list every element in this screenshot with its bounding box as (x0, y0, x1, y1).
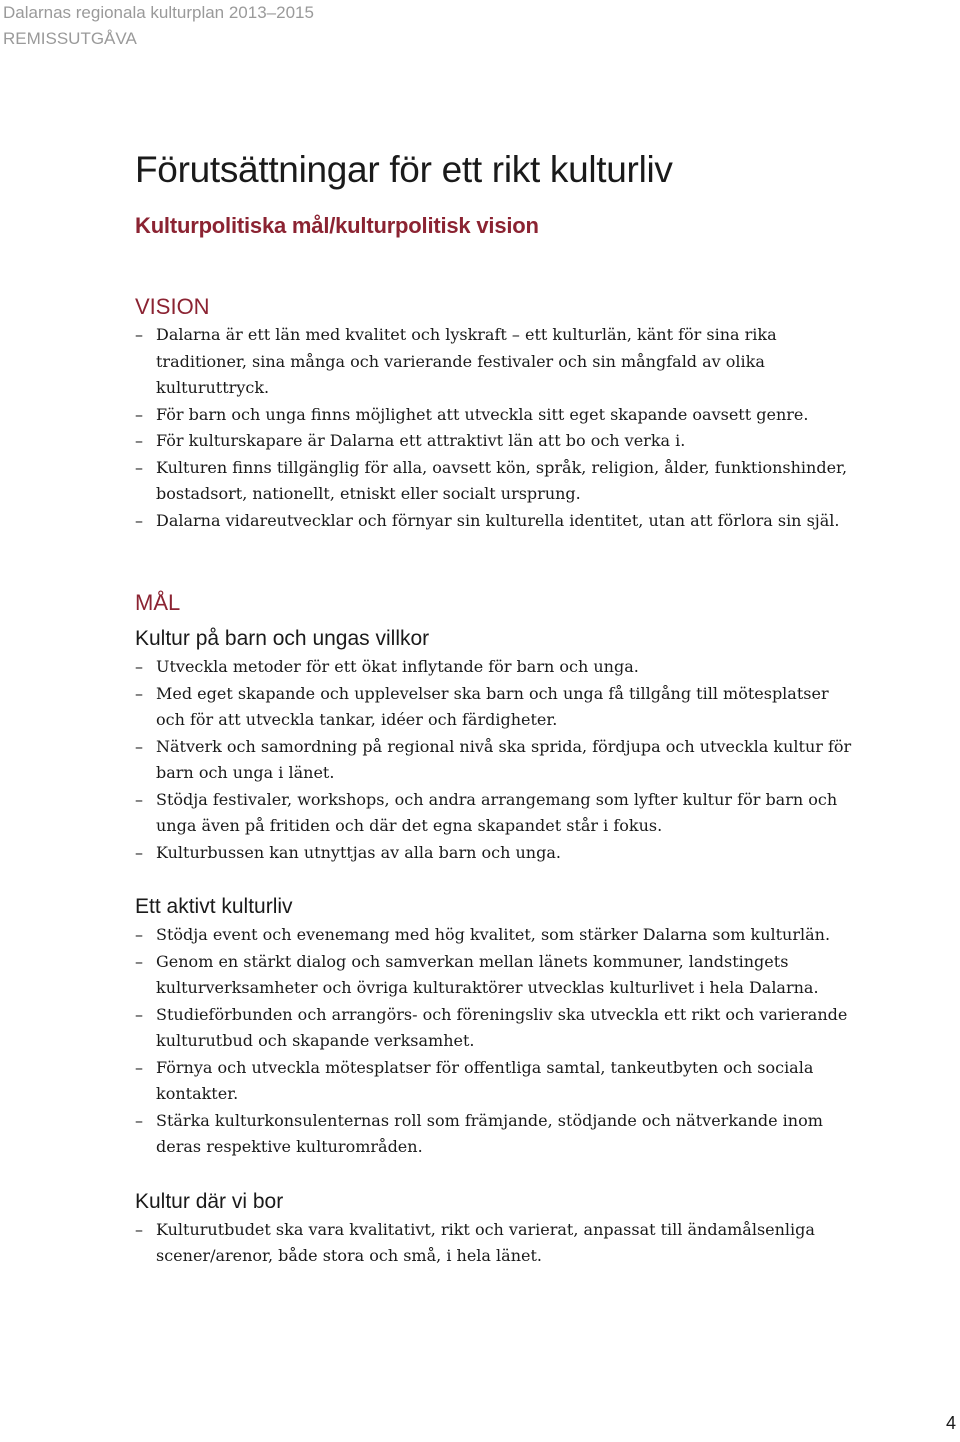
list-item: – För kulturskapare är Dalarna ett attraktivt län att bo och verka i. (135, 428, 855, 455)
goal-heading-children: Kultur på barn och ungas villkor (135, 627, 430, 650)
list-item: – Kulturutbudet ska vara kvalitativt, rikt och varierat, anpassat till ändamålsenliga scener/arenor, både stora och små, i hela länet. (135, 1217, 855, 1270)
goal-list-where-we-live (135, 1217, 855, 1270)
bullet-dash: – (135, 925, 143, 944)
bullet-dash: – (135, 510, 143, 530)
bullet-dash: – (135, 404, 143, 424)
list-item: – Dalarna vidareutvecklar och förnyar sin kulturella identitet, utan att förlora sin själ. (135, 508, 855, 535)
bullet-dash: – (135, 1057, 143, 1077)
list-item: – Förnya och utveckla mötesplatser för offentliga samtal, tankeutbyten och sociala kontakter. (135, 1055, 855, 1108)
goal-list-children (135, 654, 855, 866)
bullet-dash: – (135, 789, 143, 809)
list-item: – Kulturen finns tillgänglig för alla, oavsett kön, språk, religion, ålder, funktionshinder, bostadsort, nationellt, etniskt eller socialt ursprung. (135, 455, 855, 508)
list-item: – Dalarna är ett län med kvalitet och lyskraft – ett kulturlän, känt för sina rika traditioner, sina många och varierande festivaler och sin mångfald av olika kulturuttryck. (135, 322, 855, 402)
goal-list-active-culture (135, 922, 855, 1161)
list-item: – Utveckla metoder för ett ökat inflytande för barn och unga. (135, 654, 855, 681)
bullet-dash: – (135, 683, 143, 703)
bullet-dash: – (135, 842, 143, 862)
list-item: – Med eget skapande och upplevelser ska barn och unga få tillgång till mötesplatser och för att utveckla tankar, idéer och färdigheter. (135, 681, 855, 734)
list-item: – Genom en stärkt dialog och samverkan mellan länets kommuner, landstingets kulturverksamheter och övriga kulturaktörer utvecklas kulturlivet i hela Dalarna. (135, 949, 855, 1002)
page-subtitle: Kulturpolitiska mål/kulturpolitisk vision (135, 213, 539, 238)
bullet-dash: – (135, 431, 143, 450)
list-item: – Studieförbunden och arrangörs- och föreningsliv ska utveckla ett rikt och varierande kulturutbud och skapande verksamhet. (135, 1002, 855, 1055)
running-head-edition: REMISSUTGÅVA (3, 29, 137, 48)
list-item: – För barn och unga finns möjlighet att utveckla sitt eget skapande oavsett genre. (135, 402, 855, 429)
bullet-dash: – (135, 457, 143, 477)
page-number: 4 (945, 1413, 956, 1433)
bullet-dash: – (135, 325, 143, 344)
running-head-title: Dalarnas regionala kulturplan 2013–2015 (3, 3, 314, 22)
list-item: – Stärka kulturkonsulenternas roll som främjande, stödjande och nätverkande inom deras respektive kulturområden. (135, 1108, 855, 1161)
bullet-dash: – (135, 1004, 143, 1024)
vision-list (135, 322, 855, 534)
list-item: – Kulturbussen kan utnyttjas av alla barn och unga. (135, 840, 855, 867)
list-item: – Nätverk och samordning på regional nivå ska sprida, fördjupa och utveckla kultur för barn och unga i länet. (135, 734, 855, 787)
list-item: – Stödja event och evenemang med hög kvalitet, som stärker Dalarna som kulturlän. (135, 922, 855, 949)
page-title: Förutsättningar för ett rikt kulturliv (135, 149, 673, 190)
bullet-dash: – (135, 657, 143, 676)
bullet-dash: – (135, 736, 143, 756)
vision-heading: VISION (135, 294, 210, 319)
page-content (135, 140, 855, 1270)
goal-heading-active-culture: Ett aktivt kulturliv (135, 895, 293, 918)
list-item: – Stödja festivaler, workshops, och andra arrangemang som lyfter kultur för barn och unga även på fritiden och där det egna skapandet står i fokus. (135, 787, 855, 840)
running-head (3, 0, 314, 52)
bullet-dash: – (135, 1110, 143, 1130)
goal-heading-where-we-live: Kultur där vi bor (135, 1189, 284, 1213)
bullet-dash: – (135, 1219, 143, 1239)
mal-heading: MÅL (135, 590, 181, 615)
bullet-dash: – (135, 951, 143, 971)
